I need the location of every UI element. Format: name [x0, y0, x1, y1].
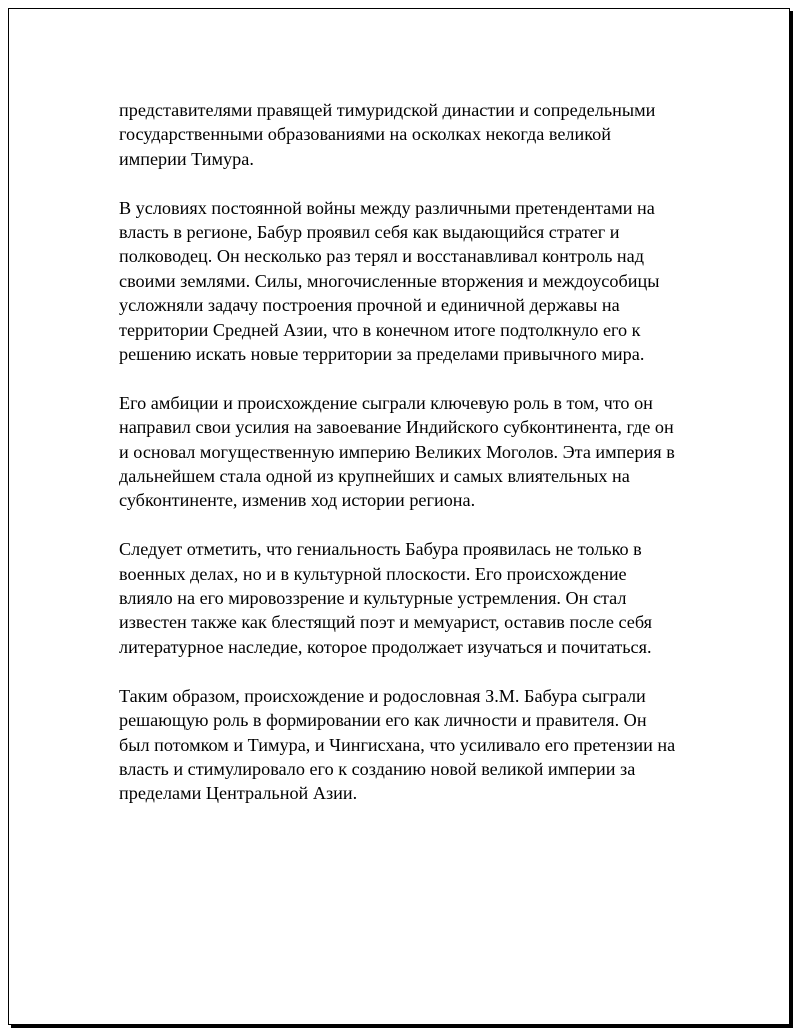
document-page: [8, 8, 790, 1025]
paragraph-4: Следует отметить, что гениальность Бабура проявилась не только в военных делах, но и в культурной плоскости. Его происхождение влияло на его мировоззрение и культурные устремления. Он стал известен также как блестящий поэт и мемуарист, оставив после себя литературное наследие, которое продолжает изучаться и почитаться.: [119, 539, 653, 657]
paragraph-1: представителями правящей тимуридской династии и сопредельными государственными образованиями на осколках некогда великой империи Тимура.: [119, 100, 656, 169]
paragraph-5: Таким образом, происхождение и родословная З.М. Бабура сыграли решающую роль в формировании его как личности и правителя. Он был потомком и Тимура, и Чингисхана, что усиливало его претензии на власть и стимулировало его к созданию новой великой империи за пределами Центральной Азии.: [119, 685, 676, 804]
paragraph-3: Его амбиции и происхождение сыграли ключевую роль в том, что он направил свои усилия на завоевание Индийского субконтинента, где он и основал могущественную империю Великих Моголов. Эта империя в дальнейшем стала одной из крупнейших и самых влиятельных на субконтиненте, изменив ход истории региона.: [119, 392, 675, 511]
paragraph-2: В условиях постоянной войны между различными претендентами на власть в регионе, Бабур проявил себя как выдающийся стратег и полководец. Он несколько раз терял и восстанавливал контроль над своими землями. Силы, многочисленные вторжения и междоусобицы усложняли задачу построения прочной и единичной державы на территории Средней Азии, что в конечном итоге подтолкнуло его к решению искать новые территории за пределами привычного мира.: [119, 197, 660, 365]
document-body: [119, 98, 709, 830]
